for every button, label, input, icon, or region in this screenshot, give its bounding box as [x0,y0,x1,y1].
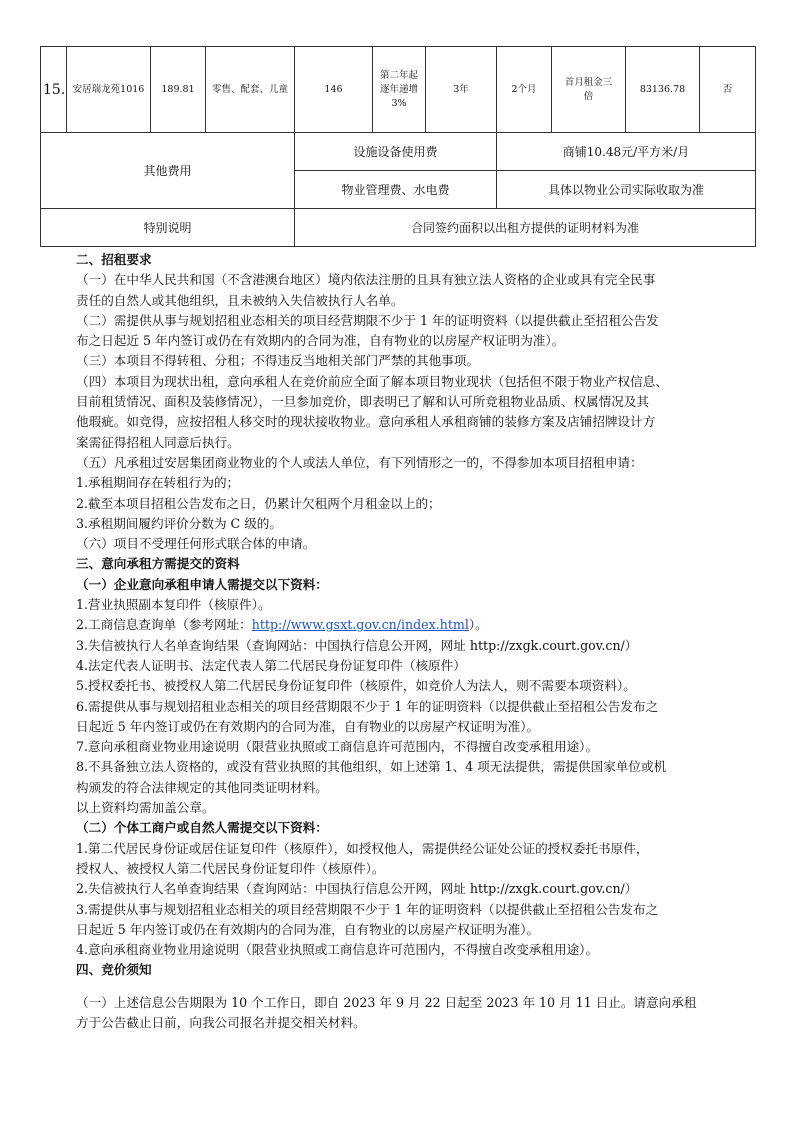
paragraph-line: 6.需提供从事与规划招租业态相关的项目经营期限不少于 1 年的证明资料（以提供截止至招租公告发布之 [76,698,659,714]
link-line-prefix: 2.工商信息查询单（参考网址： [76,617,252,633]
paragraph-line: 目前租赁情况、面积及装修情况），一旦参加竞价，即表明已了解和认可所竞租物业品质、权属情况及其 [76,394,650,410]
paragraph-line: （二）需提供从事与规划招租业态相关的项目经营期限不少于 1 年的证明资料（以提供截止至招租公告发 [76,312,659,328]
cell-unit: 安居瑞龙苑1016 [67,47,151,133]
table-row [41,47,756,133]
paragraph-line: 4.意向承租商业物业用途说明（限营业执照或工商信息许可范围内，不得擅自改变承租用途）。 [76,942,599,958]
paragraph-line: 授权人、被授权人第二代居民身份证复印件（核原件）。 [76,860,385,876]
paragraph-line: （四）本项目为现状出租，意向承租人在竞价前应全面了解本项目物业现状（包括但不限于物业产权信息、 [76,373,668,389]
paragraph-line: 构颁发的符合法律规定的其他同类证明材料。 [76,779,328,795]
gsxt-link[interactable]: http://www.gsxt.gov.cn/index.html [251,617,469,633]
paragraph-line: 2.截至本项目招租公告发布之日，仍累计欠租两个月租金以上的； [76,495,441,511]
other-fees-label: 其他费用 [41,133,295,209]
paragraph-line: 日起近 5 年内签订或仍在有效期内的合同为准，自有物业的以房屋产权证明为准）。 [76,921,540,937]
cell-format: 零售、配套、儿童 [206,47,295,133]
paragraph-line: 他瑕疵。如竞得，应按招租人移交时的现状接收物业。意向承租人承租商铺的装修方案及店铺招牌设计方 [76,414,656,430]
increase-line-2: 逐年递增 [379,83,418,95]
deposit-line-1: 首月租金三 [564,76,613,88]
increase-line-3: 3% [391,97,407,109]
paragraph-line: 以上资料均需加盖公章。 [76,800,215,816]
link-line-suffix: ）。 [468,617,488,633]
special-note-label: 特别说明 [41,209,295,247]
paragraph-line: （三）本项目不得转租、分租；不得违反当地相关部门严禁的其他事项。 [76,353,479,369]
special-note-value: 合同签约面积以出租方提供的证明材料为准 [295,209,756,247]
paragraph-line: 3.失信被执行人名单查询结果（查询网站：中国执行信息公开网，网址 http://zxgk.court.gov.cn/） [76,637,638,653]
paragraph-line: 责任的自然人或其他组织，且未被纳入失信被执行人名单。 [76,292,404,308]
paragraph-line: 案需征得招租人同意后执行。 [76,434,240,450]
section-heading-3: 三、意向承租方需提交的资料 [76,556,240,572]
cell-area: 189.81 [151,47,206,133]
cell-term: 3年 [426,47,497,133]
paragraph-line: 布之日起近 5 年内签订或仍在有效期内的合同为准，自有物业的以房屋产权证明为准）。 [76,333,565,349]
subsection-heading-individual: （二）个体工商户或自然人需提交以下资料： [76,820,328,836]
paragraph-line: （一）上述信息公告期限为 10 个工作日，即自 2023 年 9 月 22 日起至 2023 年 10 月 11 日止。请意向承租 [76,994,697,1010]
paragraph-line: 日起近 5 年内签订或仍在有效期内的合同为准，自有物业的以房屋产权证明为准）。 [76,718,540,734]
cell-deposit [552,47,626,133]
paragraph-line: （五）凡承租过安居集团商业物业的个人或法人单位，有下列情形之一的，不得参加本项目招租申请： [76,454,643,470]
fee-value-1: 商铺10.48元/平方米/月 [497,133,756,171]
paragraph-line: 1.营业执照副本复印件（核原件）。 [76,597,271,613]
cell-rent: 146 [295,47,373,133]
fee-name-2: 物业管理费、水电费 [295,171,497,209]
cell-flag: 否 [700,47,756,133]
subsection-heading-enterprise: （一）企业意向承租申请人需提交以下资料： [76,576,328,592]
deposit-line-2: 倍 [583,90,594,102]
fee-value-2: 具体以物业公司实际收取为准 [497,171,756,209]
paragraph-line: 4.法定代表人证明书、法定代表人第二代居民身份证复印件（核原件） [76,657,466,673]
paragraph-line: 方于公告截止日前，向我公司报名并提交相关材料。 [76,1014,366,1030]
fee-name-1: 设施设备使用费 [295,133,497,171]
increase-line-1: 第二年起 [379,69,418,81]
spacer [76,981,728,993]
paragraph-line: 1.第二代居民身份证或居住证复印件（核原件），如授权他人，需提供经公证处公证的授权委托书原件， [76,840,649,856]
cell-free-period: 2个月 [497,47,552,133]
paragraph-line: 8.不具备独立法人资格的，或没有营业执照的其他组织，如上述第 1、4 项无法提供，需提供国家单位或机 [76,759,667,775]
section-heading-2: 二、招租要求 [76,252,152,267]
cell-amount: 83136.78 [626,47,700,133]
paragraph-line: （一）在中华人民共和国（不含港澳台地区）境内依法注册的且具有独立法人资格的企业或具有完全民事 [76,272,656,288]
paragraph-line: 5.授权委托书、被授权人第二代居民身份证复印件（核原件，如竞价人为法人，则不需要本项资料）。 [76,678,636,694]
paragraph-line [76,615,728,635]
row-index: 15. [41,47,67,133]
paragraph-line: 1.承租期间存在转租行为的； [76,475,240,491]
paragraph-line: （六）项目不受理任何形式联合体的申请。 [76,536,316,552]
paragraph-line: 3.需提供从事与规划招租业态相关的项目经营期限不少于 1 年的证明资料（以提供截止至招租公告发布之 [76,901,659,917]
section-heading-4: 四、竞价须知 [76,962,152,978]
cell-increase [373,47,426,133]
paragraph-line: 7.意向承租商业物业用途说明（限营业执照或工商信息许可范围内，不得擅自改变承租用途）。 [76,739,599,755]
table-row [41,209,756,247]
document-body [76,250,728,1033]
table-row [41,133,756,171]
paragraph-line: 2.失信被执行人名单查询结果（查询网站：中国执行信息公开网，网址 http://zxgk.court.gov.cn/） [76,881,638,897]
paragraph-line: 3.承租期间履约评价分数为 C 级的。 [76,515,282,531]
listing-table [40,46,756,247]
